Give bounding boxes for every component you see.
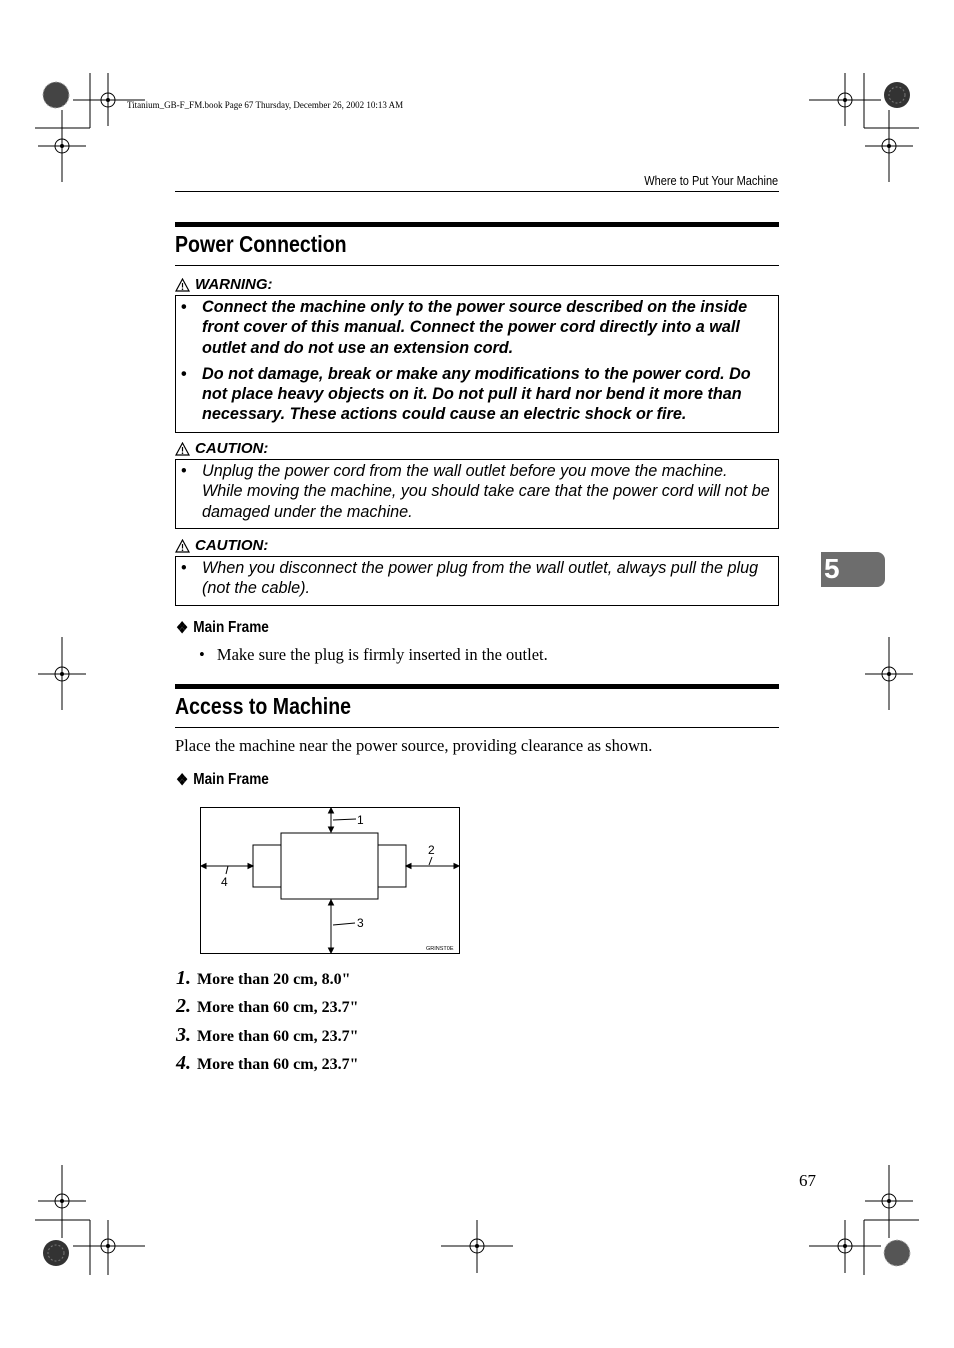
callout-2: 2 (428, 843, 435, 857)
bullet-icon: • (199, 645, 205, 664)
list-item-text: More than 60 cm, 23.7" (197, 1028, 359, 1045)
warning-label (175, 276, 273, 293)
warning-item: • Do not damage, break or make any modifications to the power cord. Do not place heavy objects on it. Do not pull it hard nor bend it more than necessary. These actions could cause an electric shock or fire. (176, 364, 778, 425)
list-item (176, 1024, 358, 1047)
machine-left-side (253, 845, 281, 887)
section-top-rule (175, 222, 779, 227)
print-info: Titanium_GB-F_FM.book Page 67 Thursday, December 26, 2002 10:13 AM (127, 100, 404, 110)
list-item-text: More than 60 cm, 23.7" (197, 999, 359, 1016)
diamond-bullet-icon: ❖ (176, 620, 189, 637)
caution-label (175, 440, 268, 457)
warning-label-text: WARNING: (195, 276, 273, 293)
callout-1: 1 (357, 813, 364, 827)
header-rule (175, 191, 779, 192)
list-item (176, 967, 350, 990)
warning-triangle-icon (175, 539, 190, 553)
list-item-number: 3. (176, 1024, 191, 1046)
bullet-item (199, 645, 548, 665)
list-item-number: 1. (176, 967, 191, 989)
callout-3: 3 (357, 916, 364, 930)
chapter-tab (821, 552, 885, 587)
section-bottom-rule (175, 727, 779, 728)
list-item-number: 2. (176, 995, 191, 1017)
caution-item: • Unplug the power cord from the wall outlet before you move the machine. While moving the machine, you should take care that the power cord will not be damaged under the machine. (176, 461, 778, 522)
main-frame-heading-text: Main Frame (193, 771, 269, 788)
main-frame-heading (176, 618, 269, 638)
list-item-number: 4. (176, 1052, 191, 1074)
section-title-access-to-machine: Access to Machine (175, 693, 352, 719)
caution-label-text: CAUTION: (195, 440, 269, 457)
list-item (176, 1052, 358, 1075)
bullet-text: Make sure the plug is firmly inserted in the outlet. (216, 645, 548, 664)
clearance-diagram (200, 807, 460, 954)
caution-box (175, 459, 779, 529)
caution-box (175, 556, 779, 606)
list-item-text: More than 20 cm, 8.0" (197, 971, 351, 988)
running-header: Where to Put Your Machine (644, 174, 778, 188)
warning-triangle-icon (175, 442, 190, 456)
list-item-text: More than 60 cm, 23.7" (197, 1056, 359, 1073)
diamond-bullet-icon: ❖ (176, 772, 189, 789)
diagram-code: GRINST0E (426, 946, 454, 952)
warning-triangle-icon (175, 278, 190, 292)
page-number: 67 (799, 1171, 816, 1190)
warning-item: • Connect the machine only to the power source described on the inside front cover of this manual. Connect the power cord directly into a wall outlet and do not use an extension cord. (176, 297, 778, 358)
section-bottom-rule (175, 265, 779, 266)
machine-right-side (378, 845, 406, 887)
caution-label-text: CAUTION: (195, 537, 269, 554)
list-item (176, 995, 358, 1018)
warning-box (175, 295, 779, 433)
main-frame-heading-text: Main Frame (193, 619, 269, 636)
chapter-tab-number: 5 (824, 553, 840, 584)
section-title-power-connection: Power Connection (175, 231, 347, 257)
section-top-rule (175, 684, 779, 689)
access-intro: Place the machine near the power source, providing clearance as shown. (175, 736, 653, 755)
callout-4: 4 (221, 875, 228, 889)
caution-item: • When you disconnect the power plug from the wall outlet, always pull the plug (not the cable). (176, 558, 778, 599)
main-frame-heading (176, 770, 269, 790)
caution-label (175, 537, 268, 554)
machine-body (281, 833, 378, 899)
